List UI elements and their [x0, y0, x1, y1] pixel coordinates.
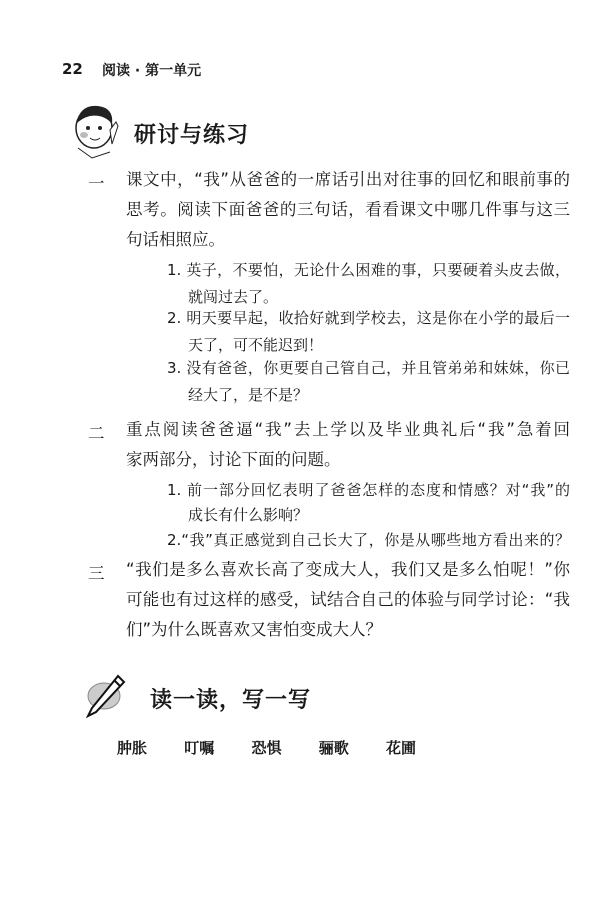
sub-item-line: 1. 英子，不要怕，无论什么困难的事，只要硬着头皮去做，	[167, 261, 570, 279]
vocab-word: 骊歌	[318, 739, 349, 757]
vocab-word: 叮嘱	[184, 739, 215, 757]
sub-item-line: 天了，可不能迟到！	[188, 336, 324, 354]
sub-item-line: 3. 没有爸爸，你更要自己管自己，并且管弟弟和妹妹，你已	[167, 359, 570, 377]
vocab-word: 恐惧	[251, 739, 282, 757]
running-title: 阅读 · 第一单元	[102, 63, 202, 79]
question-line: 重点阅读爸爸逼“我”去上学以及毕业典礼后“我”急着回	[126, 420, 570, 439]
question-line: 句话相照应。	[126, 230, 225, 249]
sub-item-line: 就闯过去了。	[188, 288, 279, 306]
question-number: 二	[88, 424, 105, 443]
sub-item-line: 经大了，是不是？	[188, 386, 309, 404]
vocab-word: 花圃	[386, 739, 417, 757]
vocab-word: 肿胀	[117, 739, 148, 757]
question-line: 课文中，“我”从爸爸的一席话引出对往事的回忆和眼前事的	[126, 170, 570, 189]
sub-item-line: 2.“我”真正感觉到自己长大了，你是从哪些地方看出来的？	[167, 531, 570, 549]
section-title-discussion: 研讨与练习	[134, 123, 250, 148]
question-number: 一	[88, 174, 105, 193]
sub-item-line: 成长有什么影响？	[188, 506, 309, 524]
pencil-icon	[84, 672, 128, 720]
boy-mascot-icon	[70, 100, 122, 162]
vocabulary-list	[117, 737, 434, 758]
question-line: “我们是多么喜欢长高了变成大人，我们又是多么怕呢！”你	[126, 560, 570, 579]
sub-item-line: 2. 明天要早起，收拾好就到学校去，这是你在小学的最后一	[167, 309, 570, 327]
question-line: 们”为什么既喜欢又害怕变成大人？	[126, 620, 383, 639]
sub-item-line: 1. 前一部分回忆表明了爸爸怎样的态度和情感？对“我”的	[167, 481, 570, 499]
question-line: 思考。阅读下面爸爸的三句话，看看课文中哪几件事与这三	[126, 200, 570, 219]
question-number: 三	[88, 564, 105, 583]
page-number: 22	[62, 60, 83, 78]
section-title-read-write: 读一读，写一写	[150, 688, 312, 713]
question-line: 可能也有过这样的感受，试结合自己的体验与同学讨论：“我	[126, 590, 570, 609]
question-line: 家两部分，讨论下面的问题。	[126, 450, 341, 469]
